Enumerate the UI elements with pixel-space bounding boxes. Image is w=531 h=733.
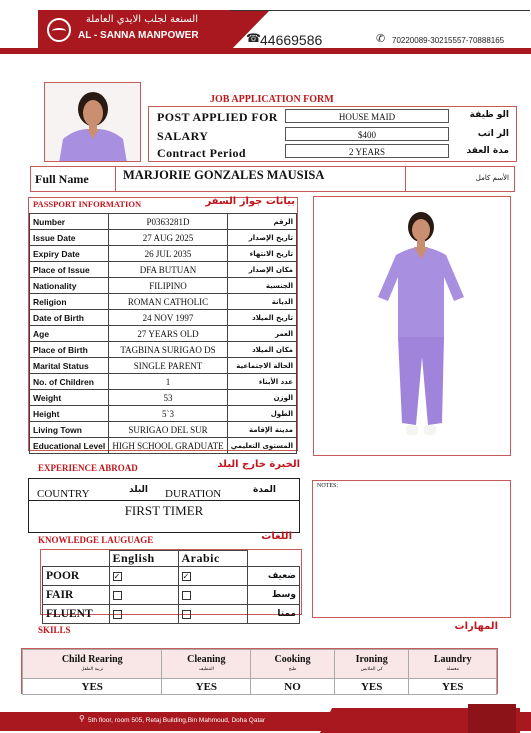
passport-field-label: Expiry Date [30,246,109,262]
arabic-checkbox[interactable]: ✓ [182,571,190,581]
passport-field-label-ar: مكان الميلاد [227,342,296,358]
passport-field-label-ar: تاريخ الإصدار [227,230,296,246]
skill-header-cell [251,650,335,679]
language-col-english: English [109,551,178,567]
passport-field-label: Weight [30,390,109,406]
passport-row [30,342,297,358]
passport-title-ar: بيانات جواز السفر [205,196,295,207]
passport-row [30,310,297,326]
passport-field-value: 1 [109,374,227,390]
job-row-contract [153,144,513,160]
passport-field-label-ar: تاريخ الميلاد [227,310,296,326]
skills-value-row [23,679,497,695]
notes-label: NOTES: [317,483,338,489]
passport-field-value: 27 AUG 2025 [109,230,227,246]
skills-table [22,649,497,695]
experience-title-ar: الخبرة خارج البلد [217,459,300,470]
passport-row [30,374,297,390]
language-arabic-checkbox-cell [178,586,247,605]
full-name-value: MARJORIE GONZALES MAUSISA [123,168,325,182]
language-arabic-checkbox-cell [178,567,247,586]
language-level-label: FLUENT [43,605,110,624]
passport-field-label: Date of Birth [30,310,109,326]
passport-field-value: HIGH SCHOOL GRADUATE [109,438,227,454]
logo-english: AL - SANNA MANPOWER [78,30,199,41]
language-title-ar: اللغات [261,531,292,542]
passport-field-value: 26 JUL 2035 [109,246,227,262]
skill-name-ar: التنظيف [198,667,214,672]
arabic-checkbox[interactable] [182,610,191,619]
passport-field-label: Living Town [30,422,109,438]
passport-field-value: DFA BUTUAN [109,262,227,278]
language-title: KNOWLEDGE LAUGUAGE [38,535,154,545]
skill-value: YES [162,679,251,695]
language-english-checkbox-cell [109,605,178,624]
passport-field-label: Place of Issue [30,262,109,278]
job-label-ar: الو ظيفة [469,110,509,120]
passport-field-label: Place of Birth [30,342,109,358]
passport-field-label-ar: العمر [227,326,296,342]
language-level-label-ar: ممتا [247,605,300,624]
full-name-divider-2 [405,167,406,191]
full-name-label: Full Name [35,172,89,186]
experience-country-ar: البلد [129,485,149,495]
phone-main: 44669586 [260,32,323,48]
skill-value: YES [334,679,409,695]
passport-field-value: TAGBINA SURIGAO DS [109,342,227,358]
notes-box [312,480,511,618]
passport-field-label-ar: عدد الأبناء [227,374,296,390]
language-header-row [43,551,300,567]
passport-field-value: P0363281D [109,214,227,230]
portrait-photo [45,83,141,162]
logo-arabic: السنعة لجلب الايدي العاملة [85,14,198,25]
skill-name: Child Rearing [61,654,123,665]
passport-field-value: FILIPINO [109,278,227,294]
language-row [43,567,300,586]
passport-field-label-ar: مدينة الإقامة [227,422,296,438]
skills-title-ar: المهارات [454,621,498,632]
language-english-checkbox-cell [109,586,178,605]
passport-row [30,422,297,438]
passport-field-label: Religion [30,294,109,310]
skills-title: SKILLS [38,625,71,635]
experience-duration-label: DURATION [165,488,222,500]
passport-field-value: 53 [109,390,227,406]
full-name-label-ar: الأسم كامل [475,174,509,182]
arabic-checkbox[interactable] [182,591,191,600]
full-name-divider [115,167,116,191]
passport-table [29,213,297,454]
language-row [43,605,300,624]
passport-field-label: Issue Date [30,230,109,246]
passport-field-label: Height [30,406,109,422]
skill-name-ar: تربية الطفل [81,667,104,672]
job-label-ar: مدة العقد [466,146,509,156]
language-corner [43,551,110,567]
passport-field-label: Nationality [30,278,109,294]
skill-header-cell [409,650,497,679]
skill-name-ar: كي الملابس [360,667,383,672]
passport-field-label-ar: الحالة الاجتماعية [227,358,296,374]
job-label: SALARY [157,129,209,143]
skill-header-cell [334,650,409,679]
passport-field-value: SINGLE PARENT [109,358,227,374]
skill-name-ar: طبخ [288,667,297,672]
skill-name: Laundry [433,654,472,665]
job-table [148,106,517,162]
passport-field-label-ar: الديانة [227,294,296,310]
footer-bar [0,708,531,733]
phone-mobile: 70220089-30215557-70888165 [392,36,505,45]
passport-row [30,438,297,454]
job-row-salary [153,127,513,143]
skill-value: YES [409,679,497,695]
passport-field-value: 5`3 [109,406,227,422]
job-value: 2 YEARS [285,144,449,158]
job-label-ar: الر اتب [477,129,509,139]
passport-row [30,406,297,422]
passport-field-label-ar: الطول [227,406,296,422]
language-col-arabic: Arabic [178,551,247,567]
job-value: $400 [285,127,449,141]
passport-field-label-ar: المستوى التعليمي [227,438,296,454]
skill-name: Cooking [274,654,311,665]
passport-row [30,246,297,262]
portrait-photo-frame [44,82,141,162]
language-arabic-checkbox-cell [178,605,247,624]
job-label: Contract Period [157,146,246,160]
passport-field-value: SURIGAO DEL SUR [109,422,227,438]
job-value: HOUSE MAID [285,109,449,123]
full-body-photo-frame [313,196,511,456]
language-row [43,586,300,605]
experience-title: EXPERIENCE ABROAD [38,463,138,473]
passport-row [30,390,297,406]
passport-row [30,214,297,230]
passport-row [30,262,297,278]
full-name-row [30,166,515,192]
language-english-checkbox-cell [109,567,178,586]
header-top-line [230,10,530,11]
skill-name: Ironing [355,654,388,665]
skill-value: YES [23,679,162,695]
company-logo [47,18,71,42]
experience-value: FIRST TIMER [124,503,204,518]
passport-field-label-ar: الرقم [227,214,296,230]
passport-title: PASSPORT INFORMATION [33,199,142,209]
language-level-label-ar: ضعيف [247,567,300,586]
experience-country-label: COUNTRY [37,488,90,500]
footer-address: 5th floor, room 505, Retaj Building,Bin Mahmoud, Doha Qatar [88,717,266,724]
skill-value: NO [251,679,335,695]
language-level-label: FAIR [43,586,110,605]
english-checkbox[interactable] [113,610,122,619]
passport-field-value: ROMAN CATHOLIC [109,294,227,310]
form-title: JOB APPLICATION FORM [210,94,334,105]
header-bar [0,8,531,52]
skill-name: Cleaning [187,654,226,665]
passport-section [28,197,298,451]
header-bottom-bar [0,48,531,54]
language-table [42,550,300,624]
passport-field-label-ar: تاريخ الانتهاء [227,246,296,262]
passport-row [30,294,297,310]
job-label: POST APPLIED FOR [157,110,278,124]
skill-header-cell [162,650,251,679]
language-level-label-ar: وسط [247,586,300,605]
passport-field-label-ar: الجنسية [227,278,296,294]
passport-row [30,278,297,294]
passport-field-value: 27 YEARS OLD [109,326,227,342]
phone-icon: ☎ [246,31,261,45]
skill-name-ar: مغسلة [446,667,459,672]
experience-divider [29,500,299,501]
passport-row [30,358,297,374]
experience-box [28,478,300,533]
skill-header-cell [23,650,162,679]
language-level-label: POOR [43,567,110,586]
passport-row [30,326,297,342]
passport-field-label: Educational Level [30,438,109,454]
passport-field-label-ar: الوزن [227,390,296,406]
language-corner-right [247,551,300,567]
footer-square [468,704,516,733]
passport-row [30,230,297,246]
skills-name-row [23,650,497,679]
passport-field-value: 24 NOV 1997 [109,310,227,326]
passport-field-label: Age [30,326,109,342]
passport-field-label: Number [30,214,109,230]
experience-duration-ar: المدة [253,485,277,495]
passport-field-label: No. of Children [30,374,109,390]
english-checkbox[interactable] [113,591,122,600]
passport-field-label-ar: مكان الإصدار [227,262,296,278]
job-row-post [153,109,513,125]
english-checkbox[interactable]: ✓ [113,571,121,581]
mobile-icon: ✆ [376,32,386,45]
full-body-photo [314,197,511,456]
passport-field-label: Marital Status [30,358,109,374]
location-pin-icon: ⚲ [79,714,85,723]
